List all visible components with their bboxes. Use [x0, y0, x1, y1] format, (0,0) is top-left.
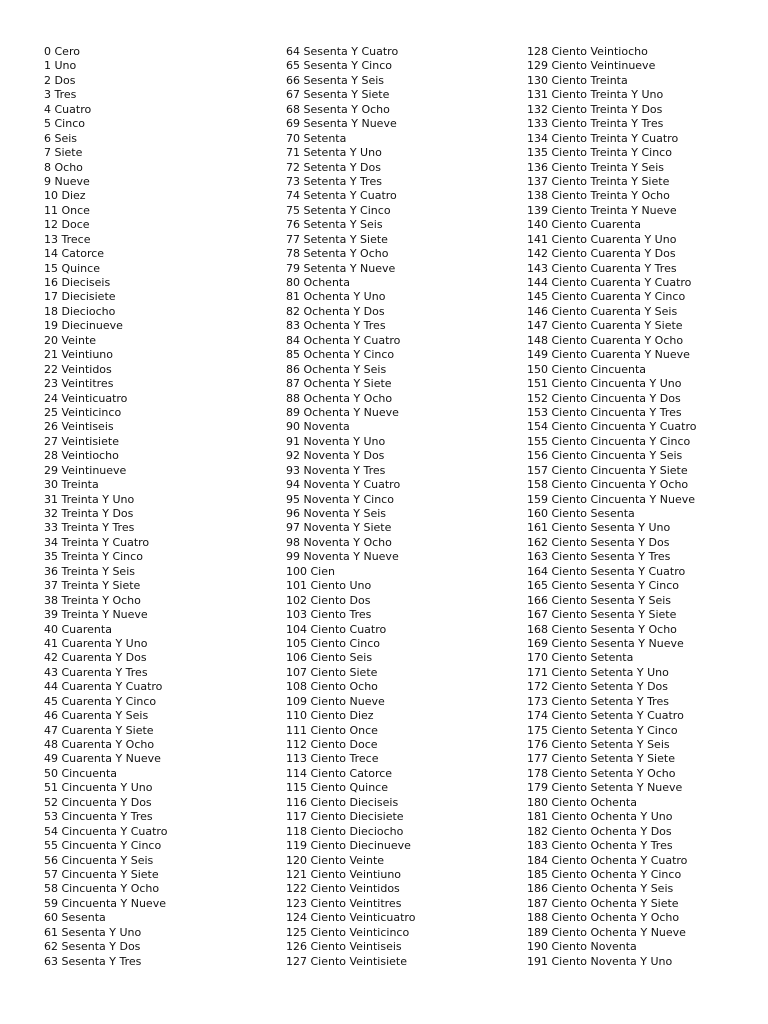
number-word-entry: 51 Cincuenta Y Uno	[44, 781, 153, 795]
number-word-entry: 67 Sesenta Y Siete	[286, 88, 390, 102]
number-word-entry: 68 Sesenta Y Ocho	[286, 102, 390, 116]
number-word-entry: 179 Ciento Setenta Y Nueve	[527, 781, 683, 795]
number-word-entry: 21 Veintiuno	[44, 348, 114, 362]
number-word-entry: 66 Sesenta Y Seis	[286, 73, 385, 87]
number-word-entry: 92 Noventa Y Dos	[286, 449, 385, 463]
number-word-entry: 103 Ciento Tres	[286, 608, 372, 622]
number-word-entry: 86 Ochenta Y Seis	[286, 362, 387, 376]
number-word-entry: 71 Setenta Y Uno	[286, 146, 382, 160]
number-word-entry: 97 Noventa Y Siete	[286, 521, 392, 535]
number-word-entry: 90 Noventa	[286, 420, 350, 434]
number-word-entry: 65 Sesenta Y Cinco	[286, 59, 392, 73]
number-word-entry: 59 Cincuenta Y Nueve	[44, 896, 166, 910]
number-word-entry: 64 Sesenta Y Cuatro	[286, 45, 399, 58]
number-word-entry: 134 Ciento Treinta Y Cuatro	[527, 131, 679, 145]
number-word-entry: 173 Ciento Setenta Y Tres	[527, 694, 669, 708]
number-word-entry: 44 Cuarenta Y Cuatro	[44, 680, 163, 694]
number-word-entry: 53 Cincuenta Y Tres	[44, 810, 153, 824]
number-word-entry: 164 Ciento Sesenta Y Cuatro	[527, 564, 686, 578]
number-word-entry: 26 Veintiseis	[44, 420, 114, 434]
number-word-entry: 189 Ciento Ochenta Y Nueve	[527, 925, 686, 939]
number-word-entry: 143 Ciento Cuarenta Y Tres	[527, 261, 677, 275]
number-word-entry: 76 Setenta Y Seis	[286, 218, 383, 232]
number-word-entry: 136 Ciento Treinta Y Seis	[527, 160, 664, 174]
number-word-entry: 171 Ciento Setenta Y Uno	[527, 665, 669, 679]
number-word-entry: 83 Ochenta Y Tres	[286, 319, 386, 333]
number-word-entry: 42 Cuarenta Y Dos	[44, 651, 147, 665]
number-word-entry: 43 Cuarenta Y Tres	[44, 665, 148, 679]
number-word-entry: 126 Ciento Veintiseis	[286, 940, 402, 954]
number-word-entry: 57 Cincuenta Y Siete	[44, 867, 159, 881]
number-word-entry: 10 Diez	[44, 189, 86, 203]
number-word-entry: 147 Ciento Cuarenta Y Siete	[527, 319, 683, 333]
number-word-entry: 162 Ciento Sesenta Y Dos	[527, 535, 670, 549]
number-word-entry: 141 Ciento Cuarenta Y Uno	[527, 232, 677, 246]
number-word-entry: 183 Ciento Ochenta Y Tres	[527, 839, 673, 853]
number-word-entry: 61 Sesenta Y Uno	[44, 925, 142, 939]
number-word-entry: 11 Once	[44, 203, 90, 217]
number-word-entry: 4 Cuatro	[44, 102, 92, 116]
number-word-entry: 104 Ciento Cuatro	[286, 622, 387, 636]
number-word-entry: 50 Cincuenta	[44, 766, 118, 780]
number-word-entry: 170 Ciento Setenta	[527, 651, 634, 665]
number-word-entry: 155 Ciento Cincuenta Y Cinco	[527, 434, 691, 448]
number-word-entry: 35 Treinta Y Cinco	[44, 550, 143, 564]
number-word-entry: 114 Ciento Catorce	[286, 766, 393, 780]
number-word-entry: 100 Cien	[286, 564, 335, 578]
number-word-entry: 33 Treinta Y Tres	[44, 521, 135, 535]
number-word-entry: 161 Ciento Sesenta Y Uno	[527, 521, 671, 535]
number-word-entry: 175 Ciento Setenta Y Cinco	[527, 723, 678, 737]
number-word-entry: 63 Sesenta Y Tres	[44, 954, 142, 968]
number-word-entry: 82 Ochenta Y Dos	[286, 304, 385, 318]
number-word-entry: 73 Setenta Y Tres	[286, 174, 382, 188]
number-word-entry: 120 Ciento Veinte	[286, 853, 385, 867]
number-word-entry: 159 Ciento Cincuenta Y Nueve	[527, 492, 695, 506]
number-word-entry: 178 Ciento Setenta Y Ocho	[527, 766, 676, 780]
number-word-entry: 121 Ciento Veintiuno	[286, 867, 402, 881]
number-word-entry: 38 Treinta Y Ocho	[44, 593, 141, 607]
number-word-entry: 87 Ochenta Y Siete	[286, 377, 392, 391]
number-word-entry: 58 Cincuenta Y Ocho	[44, 882, 160, 896]
number-word-entry: 3 Tres	[44, 88, 77, 102]
number-word-entry: 158 Ciento Cincuenta Y Ocho	[527, 478, 689, 492]
number-word-entry: 47 Cuarenta Y Siete	[44, 723, 154, 737]
number-word-entry: 85 Ochenta Y Cinco	[286, 348, 395, 362]
number-word-entry: 118 Ciento Dieciocho	[286, 824, 404, 838]
number-word-entry: 125 Ciento Veinticinco	[286, 925, 410, 939]
number-word-entry: 119 Ciento Diecinueve	[286, 839, 411, 853]
number-word-entry: 80 Ochenta	[286, 276, 350, 289]
number-word-entry: 157 Ciento Cincuenta Y Siete	[527, 463, 688, 477]
number-word-entry: 95 Noventa Y Cinco	[286, 492, 394, 506]
number-word-entry: 88 Ochenta Y Ocho	[286, 391, 393, 405]
number-word-entry: 101 Ciento Uno	[286, 579, 372, 593]
number-word-entry: 93 Noventa Y Tres	[286, 463, 386, 477]
number-word-entry: 34 Treinta Y Cuatro	[44, 535, 150, 549]
number-word-entry: 116 Ciento Dieciseis	[286, 795, 399, 809]
number-word-entry: 79 Setenta Y Nueve	[286, 261, 396, 275]
number-word-entry: 54 Cincuenta Y Cuatro	[44, 824, 168, 838]
number-word-entry: 108 Ciento Ocho	[286, 680, 378, 694]
number-list-column-2	[286, 45, 415, 969]
number-word-entry: 16 Dieciseis	[44, 276, 111, 289]
number-word-entry: 105 Ciento Cinco	[286, 636, 380, 650]
number-word-entry: 99 Noventa Y Nueve	[286, 550, 399, 564]
number-word-entry: 142 Ciento Cuarenta Y Dos	[527, 247, 676, 261]
number-word-entry: 127 Ciento Veintisiete	[286, 954, 407, 968]
number-word-entry: 174 Ciento Setenta Y Cuatro	[527, 709, 684, 723]
number-word-entry: 70 Setenta	[286, 131, 347, 145]
number-word-entry: 149 Ciento Cuarenta Y Nueve	[527, 348, 690, 362]
number-word-entry: 78 Setenta Y Ocho	[286, 247, 389, 261]
number-word-entry: 169 Ciento Sesenta Y Nueve	[527, 636, 684, 650]
number-word-entry: 27 Veintisiete	[44, 434, 119, 448]
number-list-column-1	[44, 45, 167, 969]
number-word-entry: 20 Veinte	[44, 333, 97, 347]
number-word-entry: 191 Ciento Noventa Y Uno	[527, 954, 673, 968]
number-word-entry: 62 Sesenta Y Dos	[44, 940, 141, 954]
number-word-entry: 6 Seis	[44, 131, 78, 145]
number-word-entry: 46 Cuarenta Y Seis	[44, 709, 149, 723]
number-word-entry: 74 Setenta Y Cuatro	[286, 189, 397, 203]
number-word-entry: 55 Cincuenta Y Cinco	[44, 839, 162, 853]
number-word-entry: 22 Veintidos	[44, 362, 112, 376]
number-word-entry: 75 Setenta Y Cinco	[286, 203, 391, 217]
number-word-entry: 160 Ciento Sesenta	[527, 507, 635, 520]
number-word-entry: 110 Ciento Diez	[286, 709, 374, 723]
number-word-entry: 28 Veintiocho	[44, 449, 119, 463]
number-word-entry: 156 Ciento Cincuenta Y Seis	[527, 449, 683, 463]
number-word-entry: 18 Dieciocho	[44, 304, 116, 318]
number-word-entry: 165 Ciento Sesenta Y Cinco	[527, 579, 679, 593]
number-word-entry: 39 Treinta Y Nueve	[44, 608, 148, 622]
number-word-entry: 115 Ciento Quince	[286, 781, 388, 795]
number-word-entry: 12 Doce	[44, 218, 90, 232]
number-word-entry: 8 Ocho	[44, 160, 83, 174]
number-list-column-3	[527, 45, 696, 969]
number-word-entry: 24 Veinticuatro	[44, 391, 128, 405]
number-word-entry: 176 Ciento Setenta Y Seis	[527, 738, 670, 751]
number-word-entry: 154 Ciento Cincuenta Y Cuatro	[527, 420, 697, 434]
number-word-entry: 29 Veintinueve	[44, 463, 127, 477]
number-word-entry: 190 Ciento Noventa	[527, 940, 637, 954]
number-word-entry: 49 Cuarenta Y Nueve	[44, 752, 161, 766]
number-word-entry: 122 Ciento Veintidos	[286, 882, 400, 896]
number-word-entry: 23 Veintitres	[44, 377, 114, 391]
number-word-entry: 166 Ciento Sesenta Y Seis	[527, 593, 672, 607]
number-word-entry: 102 Ciento Dos	[286, 593, 371, 607]
number-word-entry: 167 Ciento Sesenta Y Siete	[527, 608, 677, 622]
number-word-entry: 131 Ciento Treinta Y Uno	[527, 88, 664, 102]
number-word-entry: 181 Ciento Ochenta Y Uno	[527, 810, 673, 824]
number-word-entry: 36 Treinta Y Seis	[44, 564, 135, 578]
number-word-entry: 89 Ochenta Y Nueve	[286, 405, 399, 419]
number-word-entry: 133 Ciento Treinta Y Tres	[527, 117, 664, 131]
number-word-entry: 9 Nueve	[44, 174, 90, 188]
number-word-entry: 145 Ciento Cuarenta Y Cinco	[527, 290, 686, 304]
number-word-entry: 172 Ciento Setenta Y Dos	[527, 680, 669, 694]
number-word-entry: 153 Ciento Cincuenta Y Tres	[527, 405, 682, 419]
number-word-entry: 117 Ciento Diecisiete	[286, 810, 404, 824]
number-word-entry: 146 Ciento Cuarenta Y Seis	[527, 304, 678, 318]
number-word-entry: 168 Ciento Sesenta Y Ocho	[527, 622, 677, 636]
number-word-entry: 135 Ciento Treinta Y Cinco	[527, 146, 672, 160]
number-word-entry: 31 Treinta Y Uno	[44, 492, 135, 506]
number-word-entry: 130 Ciento Treinta	[527, 73, 628, 87]
number-word-entry: 52 Cincuenta Y Dos	[44, 795, 152, 809]
number-word-entry: 129 Ciento Veintinueve	[527, 59, 656, 73]
number-word-entry: 152 Ciento Cincuenta Y Dos	[527, 391, 681, 405]
number-word-entry: 91 Noventa Y Uno	[286, 434, 386, 448]
number-word-entry: 144 Ciento Cuarenta Y Cuatro	[527, 276, 692, 289]
number-word-entry: 7 Siete	[44, 146, 83, 160]
number-word-entry: 15 Quince	[44, 261, 100, 275]
number-word-entry: 109 Ciento Nueve	[286, 694, 385, 708]
number-word-entry: 148 Ciento Cuarenta Y Ocho	[527, 333, 684, 347]
number-word-entry: 84 Ochenta Y Cuatro	[286, 333, 401, 347]
number-word-entry: 30 Treinta	[44, 478, 99, 492]
number-word-entry: 187 Ciento Ochenta Y Siete	[527, 896, 679, 910]
number-word-entry: 184 Ciento Ochenta Y Cuatro	[527, 853, 688, 867]
number-word-entry: 177 Ciento Setenta Y Siete	[527, 752, 675, 766]
number-word-entry: 94 Noventa Y Cuatro	[286, 478, 401, 492]
number-word-entry: 124 Ciento Veinticuatro	[286, 911, 416, 925]
number-word-entry: 185 Ciento Ochenta Y Cinco	[527, 867, 682, 881]
number-word-entry: 56 Cincuenta Y Seis	[44, 853, 154, 867]
number-word-entry: 40 Cuarenta	[44, 622, 112, 636]
number-word-entry: 37 Treinta Y Siete	[44, 579, 141, 593]
number-word-entry: 150 Ciento Cincuenta	[527, 362, 647, 376]
number-word-entry: 132 Ciento Treinta Y Dos	[527, 102, 663, 116]
number-word-entry: 128 Ciento Veintiocho	[527, 45, 648, 58]
number-word-entry: 2 Dos	[44, 73, 76, 87]
number-word-entry: 138 Ciento Treinta Y Ocho	[527, 189, 670, 203]
number-word-entry: 60 Sesenta	[44, 911, 106, 925]
number-word-entry: 111 Ciento Once	[286, 723, 378, 737]
number-word-entry: 112 Ciento Doce	[286, 738, 378, 751]
number-word-entry: 107 Ciento Siete	[286, 665, 378, 679]
number-word-entry: 13 Trece	[44, 232, 91, 246]
number-word-entry: 0 Cero	[44, 45, 80, 58]
number-word-entry: 186 Ciento Ochenta Y Seis	[527, 882, 674, 896]
number-word-entry: 98 Noventa Y Ocho	[286, 535, 392, 549]
number-word-entry: 188 Ciento Ochenta Y Ocho	[527, 911, 680, 925]
number-word-entry: 14 Catorce	[44, 247, 105, 261]
number-word-entry: 48 Cuarenta Y Ocho	[44, 738, 155, 751]
number-word-entry: 180 Ciento Ochenta	[527, 795, 637, 809]
number-word-entry: 96 Noventa Y Seis	[286, 507, 387, 520]
number-word-entry: 182 Ciento Ochenta Y Dos	[527, 824, 672, 838]
number-word-entry: 5 Cinco	[44, 117, 85, 131]
number-word-entry: 25 Veinticinco	[44, 405, 122, 419]
number-word-entry: 72 Setenta Y Dos	[286, 160, 381, 174]
number-word-entry: 69 Sesenta Y Nueve	[286, 117, 397, 131]
number-word-entry: 106 Ciento Seis	[286, 651, 373, 665]
number-word-entry: 77 Setenta Y Siete	[286, 232, 388, 246]
number-word-entry: 45 Cuarenta Y Cinco	[44, 694, 157, 708]
number-word-entry: 140 Ciento Cuarenta	[527, 218, 641, 232]
number-word-entry: 123 Ciento Veintitres	[286, 896, 402, 910]
number-word-entry: 17 Diecisiete	[44, 290, 116, 304]
number-word-entry: 32 Treinta Y Dos	[44, 507, 134, 520]
number-word-entry: 151 Ciento Cincuenta Y Uno	[527, 377, 682, 391]
number-word-entry: 41 Cuarenta Y Uno	[44, 636, 148, 650]
number-word-entry: 113 Ciento Trece	[286, 752, 379, 766]
number-word-entry: 1 Uno	[44, 59, 77, 73]
number-word-entry: 139 Ciento Treinta Y Nueve	[527, 203, 677, 217]
number-word-entry: 137 Ciento Treinta Y Siete	[527, 174, 670, 188]
number-word-entry: 163 Ciento Sesenta Y Tres	[527, 550, 671, 564]
number-word-entry: 81 Ochenta Y Uno	[286, 290, 386, 304]
number-word-entry: 19 Diecinueve	[44, 319, 123, 333]
